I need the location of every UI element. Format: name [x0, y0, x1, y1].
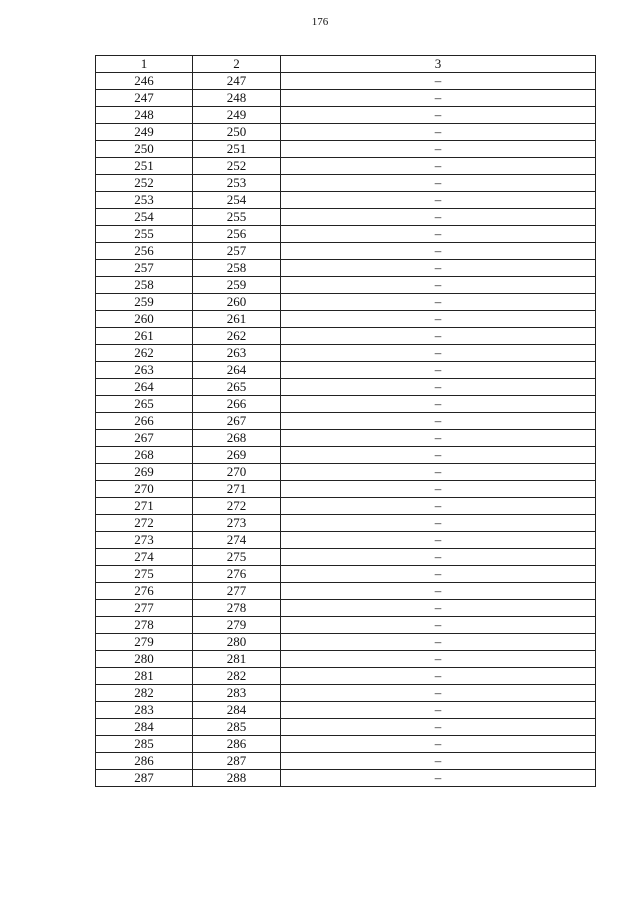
table-cell-col-3: –: [281, 158, 596, 175]
table-cell-col-3: –: [281, 651, 596, 668]
table-row: [96, 753, 596, 770]
table-cell-col-2: 275: [193, 549, 281, 566]
table-row: [96, 175, 596, 192]
table-cell-col-2: 249: [193, 107, 281, 124]
column-header-2: 2: [193, 56, 281, 73]
table-row: [96, 430, 596, 447]
table-cell-col-3: –: [281, 362, 596, 379]
table-cell-col-3: –: [281, 566, 596, 583]
page-number: 176: [311, 16, 329, 28]
table-row: [96, 328, 596, 345]
table-cell-col-2: 255: [193, 209, 281, 226]
table-row: [96, 532, 596, 549]
table-row: [96, 498, 596, 515]
table-cell-col-1: 281: [96, 668, 193, 685]
table-cell-col-1: 275: [96, 566, 193, 583]
table-row: [96, 464, 596, 481]
table-cell-col-1: 257: [96, 260, 193, 277]
table-cell-col-2: 272: [193, 498, 281, 515]
table-row: [96, 379, 596, 396]
table-cell-col-3: –: [281, 141, 596, 158]
table-cell-col-2: 282: [193, 668, 281, 685]
table-cell-col-1: 248: [96, 107, 193, 124]
table-cell-col-1: 267: [96, 430, 193, 447]
table-row: [96, 73, 596, 90]
table-cell-col-3: –: [281, 192, 596, 209]
table-cell-col-1: 268: [96, 447, 193, 464]
table-row: [96, 566, 596, 583]
column-header-1: 1: [96, 56, 193, 73]
table-row: [96, 413, 596, 430]
table-cell-col-2: 270: [193, 464, 281, 481]
table-cell-col-1: 279: [96, 634, 193, 651]
table-cell-col-2: 274: [193, 532, 281, 549]
table-row: [96, 736, 596, 753]
table-cell-col-3: –: [281, 583, 596, 600]
table-cell-col-1: 262: [96, 345, 193, 362]
table-row: [96, 209, 596, 226]
table-row: [96, 260, 596, 277]
table-cell-col-3: –: [281, 430, 596, 447]
table-row: [96, 481, 596, 498]
table-cell-col-3: –: [281, 600, 596, 617]
table-cell-col-3: –: [281, 617, 596, 634]
table-cell-col-1: 254: [96, 209, 193, 226]
table-cell-col-2: 260: [193, 294, 281, 311]
table-cell-col-1: 247: [96, 90, 193, 107]
table-cell-col-1: 266: [96, 413, 193, 430]
table-row: [96, 226, 596, 243]
table-body: [96, 73, 596, 787]
table-cell-col-3: –: [281, 719, 596, 736]
table-row: [96, 651, 596, 668]
table-cell-col-2: 277: [193, 583, 281, 600]
table-cell-col-3: –: [281, 753, 596, 770]
table-cell-col-3: –: [281, 107, 596, 124]
table-cell-col-3: –: [281, 396, 596, 413]
table-cell-col-1: 285: [96, 736, 193, 753]
table-row: [96, 396, 596, 413]
table-cell-col-1: 259: [96, 294, 193, 311]
table-cell-col-2: 265: [193, 379, 281, 396]
table-row: [96, 277, 596, 294]
table-cell-col-3: –: [281, 447, 596, 464]
table-cell-col-3: –: [281, 226, 596, 243]
table-row: [96, 549, 596, 566]
table-row: [96, 447, 596, 464]
table-cell-col-2: 276: [193, 566, 281, 583]
table-cell-col-3: –: [281, 549, 596, 566]
table-row: [96, 685, 596, 702]
table-cell-col-3: –: [281, 379, 596, 396]
table-cell-col-3: –: [281, 73, 596, 90]
table-cell-col-3: –: [281, 311, 596, 328]
table-cell-col-2: 252: [193, 158, 281, 175]
table-cell-col-1: 249: [96, 124, 193, 141]
table-cell-col-1: 256: [96, 243, 193, 260]
table-cell-col-1: 250: [96, 141, 193, 158]
table-cell-col-3: –: [281, 328, 596, 345]
table-cell-col-1: 263: [96, 362, 193, 379]
table-cell-col-3: –: [281, 515, 596, 532]
table-cell-col-2: 250: [193, 124, 281, 141]
table-cell-col-1: 264: [96, 379, 193, 396]
table-cell-col-2: 286: [193, 736, 281, 753]
table-cell-col-1: 251: [96, 158, 193, 175]
table-row: [96, 515, 596, 532]
table-cell-col-2: 266: [193, 396, 281, 413]
table-cell-col-1: 282: [96, 685, 193, 702]
table-row: [96, 345, 596, 362]
table-cell-col-3: –: [281, 209, 596, 226]
table-cell-col-2: 248: [193, 90, 281, 107]
table-cell-col-1: 284: [96, 719, 193, 736]
table-cell-col-2: 287: [193, 753, 281, 770]
table-cell-col-1: 252: [96, 175, 193, 192]
table-row: [96, 158, 596, 175]
table-cell-col-3: –: [281, 243, 596, 260]
table-cell-col-1: 287: [96, 770, 193, 787]
table-cell-col-2: 264: [193, 362, 281, 379]
table-cell-col-3: –: [281, 277, 596, 294]
data-table: [95, 55, 596, 787]
table-cell-col-1: 261: [96, 328, 193, 345]
table-cell-col-3: –: [281, 90, 596, 107]
table-cell-col-2: 273: [193, 515, 281, 532]
column-header-3: 3: [281, 56, 596, 73]
table-cell-col-1: 271: [96, 498, 193, 515]
table-cell-col-3: –: [281, 464, 596, 481]
table-cell-col-3: –: [281, 260, 596, 277]
table-cell-col-3: –: [281, 413, 596, 430]
table-cell-col-1: 274: [96, 549, 193, 566]
table-cell-col-3: –: [281, 124, 596, 141]
table-row: [96, 90, 596, 107]
table-cell-col-3: –: [281, 294, 596, 311]
table-row: [96, 192, 596, 209]
table-cell-col-3: –: [281, 532, 596, 549]
table-cell-col-3: –: [281, 498, 596, 515]
table-row: [96, 600, 596, 617]
table-cell-col-1: 278: [96, 617, 193, 634]
table-row: [96, 362, 596, 379]
table-cell-col-3: –: [281, 175, 596, 192]
table-cell-col-2: 279: [193, 617, 281, 634]
table-cell-col-3: –: [281, 345, 596, 362]
table-cell-col-2: 263: [193, 345, 281, 362]
table-row: [96, 141, 596, 158]
table-cell-col-1: 253: [96, 192, 193, 209]
table-cell-col-2: 257: [193, 243, 281, 260]
table-cell-col-2: 267: [193, 413, 281, 430]
table-cell-col-3: –: [281, 702, 596, 719]
table-cell-col-1: 269: [96, 464, 193, 481]
table-cell-col-2: 280: [193, 634, 281, 651]
table-cell-col-2: 262: [193, 328, 281, 345]
table-cell-col-2: 285: [193, 719, 281, 736]
table-cell-col-3: –: [281, 685, 596, 702]
table-cell-col-1: 286: [96, 753, 193, 770]
table-cell-col-2: 256: [193, 226, 281, 243]
table-cell-col-2: 278: [193, 600, 281, 617]
table-row: [96, 583, 596, 600]
table-cell-col-2: 251: [193, 141, 281, 158]
table-cell-col-3: –: [281, 634, 596, 651]
table-cell-col-3: –: [281, 736, 596, 753]
table-row: [96, 770, 596, 787]
table-cell-col-3: –: [281, 481, 596, 498]
table-cell-col-2: 259: [193, 277, 281, 294]
table-cell-col-2: 288: [193, 770, 281, 787]
table-cell-col-1: 276: [96, 583, 193, 600]
table-cell-col-2: 284: [193, 702, 281, 719]
table-row: [96, 634, 596, 651]
table-cell-col-3: –: [281, 668, 596, 685]
table-cell-col-1: 246: [96, 73, 193, 90]
table-cell-col-2: 269: [193, 447, 281, 464]
table-row: [96, 617, 596, 634]
table-header-row: [96, 56, 596, 73]
table-cell-col-2: 271: [193, 481, 281, 498]
table-cell-col-2: 268: [193, 430, 281, 447]
table-cell-col-1: 273: [96, 532, 193, 549]
table-cell-col-1: 260: [96, 311, 193, 328]
table-cell-col-1: 283: [96, 702, 193, 719]
table-cell-col-1: 265: [96, 396, 193, 413]
table-row: [96, 294, 596, 311]
table-row: [96, 719, 596, 736]
table-cell-col-1: 280: [96, 651, 193, 668]
table-cell-col-2: 281: [193, 651, 281, 668]
table-row: [96, 243, 596, 260]
table-cell-col-2: 254: [193, 192, 281, 209]
table-cell-col-2: 261: [193, 311, 281, 328]
table-cell-col-1: 277: [96, 600, 193, 617]
table-cell-col-2: 247: [193, 73, 281, 90]
table-row: [96, 702, 596, 719]
table-cell-col-1: 270: [96, 481, 193, 498]
table-cell-col-2: 258: [193, 260, 281, 277]
table-row: [96, 107, 596, 124]
table-row: [96, 124, 596, 141]
table-cell-col-2: 283: [193, 685, 281, 702]
table-cell-col-1: 255: [96, 226, 193, 243]
table-cell-col-1: 272: [96, 515, 193, 532]
table-cell-col-2: 253: [193, 175, 281, 192]
table-cell-col-1: 258: [96, 277, 193, 294]
table-cell-col-3: –: [281, 770, 596, 787]
table-row: [96, 668, 596, 685]
table-row: [96, 311, 596, 328]
